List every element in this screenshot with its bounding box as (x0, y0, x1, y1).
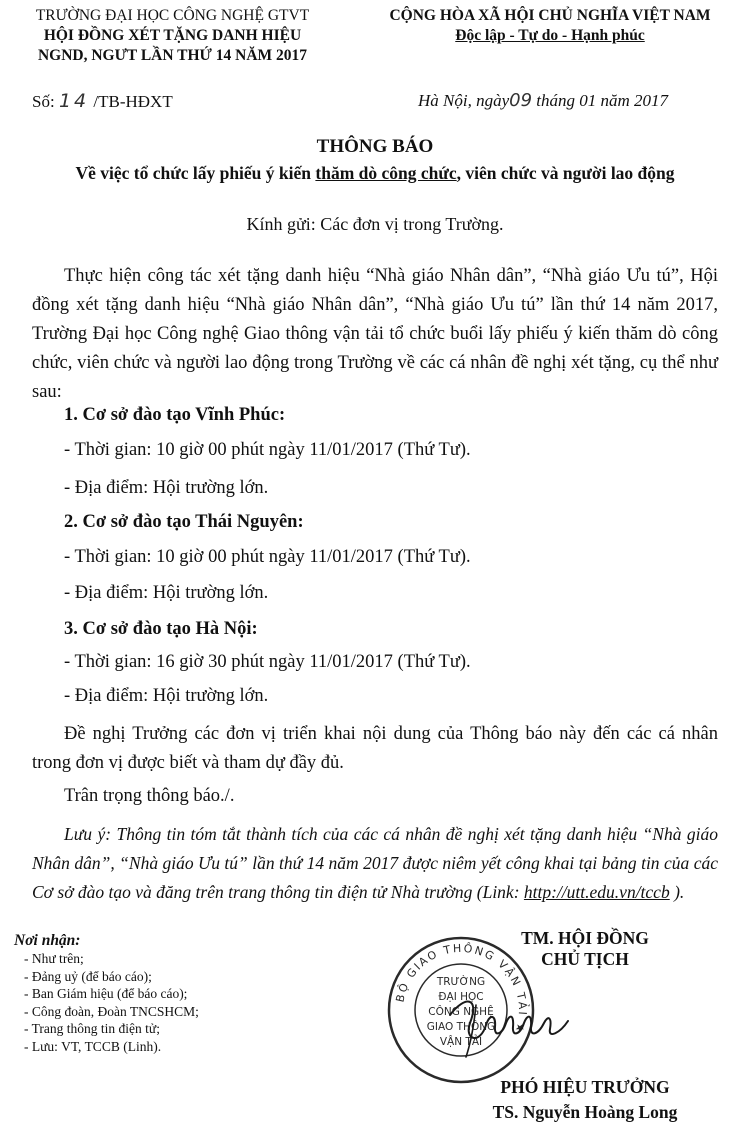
handwritten-signature-icon (440, 985, 590, 1065)
org-line-3: NGND, NGƯT LẦN THỨ 14 NĂM 2017 (37, 47, 308, 64)
note-label: Lưu ý: (64, 824, 112, 844)
seal-line-2: ĐẠI HỌC (438, 991, 484, 1003)
section-time-thai-nguyen: - Thời gian: 10 giờ 00 phút ngày 11/01/2017 (Thứ Tư). (64, 547, 471, 567)
seal-line-5: VẬN TẢI (439, 1036, 483, 1048)
note-link[interactable]: http://utt.edu.vn/tccb (523, 882, 670, 902)
document-number (32, 90, 173, 112)
note-end: ). (669, 882, 685, 902)
national-motto (350, 6, 750, 46)
document-title: THÔNG BÁO (316, 136, 434, 157)
subtitle-part-c: , viên chức và người lao động (456, 163, 675, 183)
sign-org: TM. HỘI ĐỒNG (521, 928, 649, 948)
cc-item: - Như trên; (24, 951, 84, 966)
cc-item: - Ban Giám hiệu (để báo cáo); (24, 986, 188, 1001)
seal-line-4: GIAO THÔNG (426, 1021, 496, 1033)
sign-name: TS. Nguyễn Hoàng Long (492, 1102, 678, 1122)
cc-item: - Công đoàn, Đoàn TNCSHCM; (24, 1003, 199, 1019)
cc-item: - Đảng uỷ (để báo cáo); (24, 968, 152, 984)
document-date (418, 90, 668, 111)
org-line-2: HỘI ĐỒNG XÉT TẶNG DANH HIỆU (43, 27, 302, 44)
recipients-list (14, 932, 199, 1055)
subtitle-part-a: Về việc tổ chức lấy phiếu ý kiến (75, 163, 316, 183)
intro-paragraph: Thực hiện công tác xét tặng danh hiệu “Nhà giáo Nhân dân”, “Nhà giáo Ưu tú”, Hội đồng xét tặng danh hiệu “Nhà giáo Nhân dân”, “Nhà giáo Ưu tú” lần thứ 14 năm 2017, Trường Đại học Công nghệ Giao thông vận tải tổ chức buổi lấy phiếu ý kiến thăm dò công chức, viên chức và người lao động trong Trường về các cá nhân đề nghị xét tặng, cụ thể như sau: (32, 266, 718, 402)
nation-line-1: CỘNG HÒA XÃ HỘI CHỦ NGHĨA VIỆT NAM (389, 7, 711, 24)
section-time-ha-noi: - Thời gian: 16 giờ 30 phút ngày 11/01/2017 (Thứ Tư). (64, 652, 471, 672)
seal-line-1: TRƯỜNG (436, 976, 486, 988)
section-place-ha-noi: - Địa điểm: Hội trường lớn. (64, 686, 269, 706)
nation-line-2: Độc lập - Tự do - Hạnh phúc (455, 27, 645, 44)
cc-item: - Lưu: VT, TCCB (Linh). (24, 1038, 162, 1054)
note-text: Thông tin tóm tắt thành tích của các cá nhân đề nghị xét tặng danh hiệu “Nhà giáo Nhân dân”, “Nhà giáo Ưu tú” lần thứ 14 năm 2017 được niêm yết công khai tại bảng tin của các Cơ sở đào tạo và đăng trên trang thông tin điện tử Nhà trường (Link: (32, 824, 718, 902)
sign-position: PHÓ HIỆU TRƯỞNG (500, 1077, 670, 1097)
seal-line-3: CÔNG NGHỆ (428, 1006, 494, 1018)
org-line-1: TRƯỜNG ĐẠI HỌC CÔNG NGHỆ GTVT (35, 7, 310, 24)
note-paragraph (32, 820, 718, 907)
cc-item: - Trang thông tin điện tử; (24, 1021, 160, 1036)
closing-paragraph: Đề nghị Trưởng các đơn vị triển khai nội dung của Thông báo này đến các cá nhân trong đơn vị được biết và tham dự đầy đủ. (32, 724, 718, 773)
recipient-line: Kính gửi: Các đơn vị trong Trường. (246, 214, 504, 234)
number-label: Số: (32, 92, 55, 111)
issuing-organization (0, 6, 345, 66)
number-value: 14 (58, 90, 90, 112)
section-place-vinh-phuc: - Địa điểm: Hội trường lớn. (64, 478, 269, 498)
svg-text:BỘ GIAO THÔNG VẬN TẢI ★: BỘ GIAO THÔNG VẬN TẢI ★ (393, 941, 530, 1037)
regards-line: Trân trọng thông báo./. (64, 786, 235, 806)
date-prefix: Hà Nội, ngày (418, 91, 510, 110)
section-heading-thai-nguyen: 2. Cơ sở đào tạo Thái Nguyên: (64, 512, 304, 532)
sign-role: CHỦ TỊCH (541, 949, 629, 969)
section-place-thai-nguyen: - Địa điểm: Hội trường lớn. (64, 583, 269, 603)
date-suffix: tháng 01 năm 2017 (536, 91, 669, 110)
cc-title: Nơi nhận: (14, 932, 81, 949)
document-subtitle (0, 163, 750, 184)
section-heading-vinh-phuc: 1. Cơ sở đào tạo Vĩnh Phúc: (64, 405, 286, 425)
subtitle-part-b: thăm dò công chức (315, 163, 457, 183)
signature-block (420, 928, 750, 970)
section-heading-ha-noi: 3. Cơ sở đào tạo Hà Nội: (64, 619, 258, 639)
number-suffix: /TB-HĐXT (93, 92, 173, 111)
date-day: 09 (509, 90, 533, 111)
section-time-vinh-phuc: - Thời gian: 10 giờ 00 phút ngày 11/01/2017 (Thứ Tư). (64, 440, 471, 460)
